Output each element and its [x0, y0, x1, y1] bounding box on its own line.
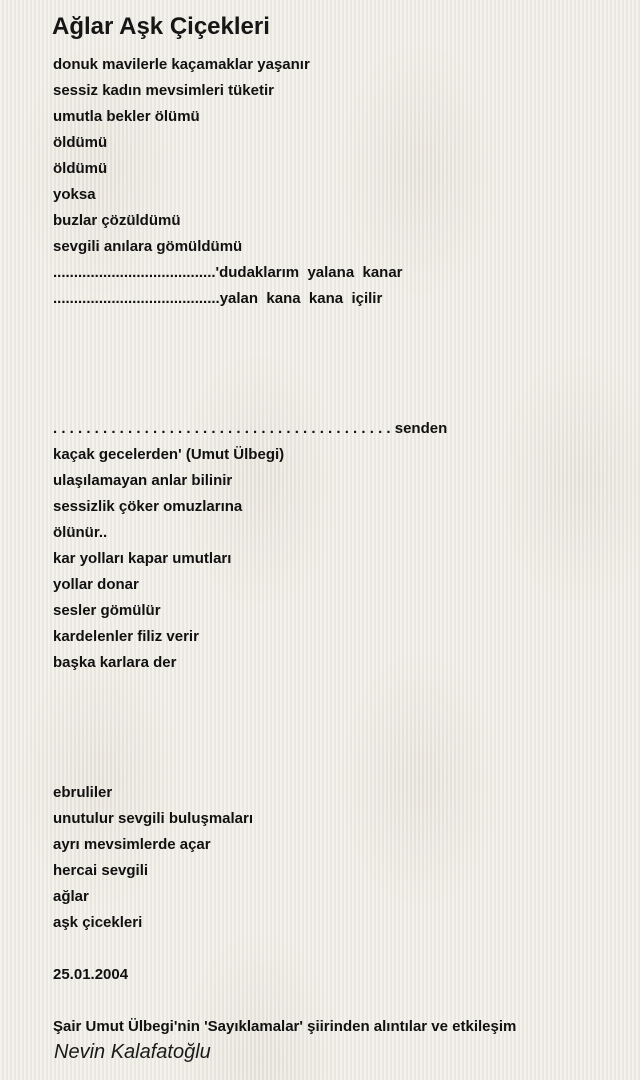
poem-line: ebruliler	[53, 784, 113, 801]
blank-line	[53, 702, 623, 728]
blank-line	[53, 936, 623, 962]
blank-line	[53, 338, 623, 364]
blank-line	[53, 988, 623, 1014]
poem-line: . . . . . . . . . . . . . . . . . . . . . . . . . . . . . . . . . . . . . . . . . senden	[53, 420, 448, 437]
poem-line: sessiz kadın mevsimleri tüketir	[53, 82, 274, 99]
blank-line	[53, 676, 623, 702]
blank-line	[53, 754, 623, 780]
poem-line: ulaşılamayan anlar bilinir	[53, 472, 233, 489]
poem-line: yoksa	[53, 186, 96, 203]
poem-line: aşk çicekleri	[53, 914, 143, 931]
poem-date: 25.01.2004	[53, 966, 129, 983]
poem-line: ölünür..	[53, 524, 108, 541]
stanza-2	[53, 416, 623, 676]
blank-line	[53, 728, 623, 754]
poem-body	[53, 52, 623, 1040]
poem-line: yollar donar	[53, 576, 139, 593]
poem-title: Ağlar Aşk Çiçekleri	[52, 13, 270, 40]
poem-line: başka karlara der	[53, 654, 177, 671]
poem-line: sevgili anılara gömüldümü	[53, 238, 243, 255]
poem-line: kardelenler filiz verir	[53, 628, 199, 645]
stanza-3	[53, 780, 623, 936]
poem-note: Şair Umut Ülbegi'nin 'Sayıklamalar' şiirinden alıntılar ve etkileşim	[53, 1018, 517, 1035]
poem-line: unutulur sevgili buluşmaları	[53, 810, 254, 827]
blank-line	[53, 364, 623, 390]
poem-line: .......................................'dudaklarım yalana kanar	[53, 264, 403, 281]
poem-line: ........................................yalan kana kana içilir	[53, 290, 383, 307]
poem-line: sesler gömülür	[53, 602, 161, 619]
stanza-1	[53, 52, 623, 312]
poem-line: buzlar çözüldümü	[53, 212, 181, 229]
poem-line: kaçak gecelerden' (Umut Ülbegi)	[53, 446, 285, 463]
poem-line: umutla bekler ölümü	[53, 108, 200, 125]
poem-line: ayrı mevsimlerde açar	[53, 836, 211, 853]
poem-author: Nevin Kalafatoğlu	[54, 1041, 211, 1063]
poem-line: sessizlik çöker omuzlarına	[53, 498, 243, 515]
poem-line: öldümü	[53, 134, 108, 151]
poem-line: kar yolları kapar umutları	[53, 550, 232, 567]
poem-line: donuk mavilerle kaçamaklar yaşanır	[53, 56, 310, 73]
poem-line: öldümü	[53, 160, 108, 177]
poem-line: ağlar	[53, 888, 89, 905]
poem-line: hercai sevgili	[53, 862, 149, 879]
blank-line	[53, 390, 623, 416]
blank-line	[53, 312, 623, 338]
